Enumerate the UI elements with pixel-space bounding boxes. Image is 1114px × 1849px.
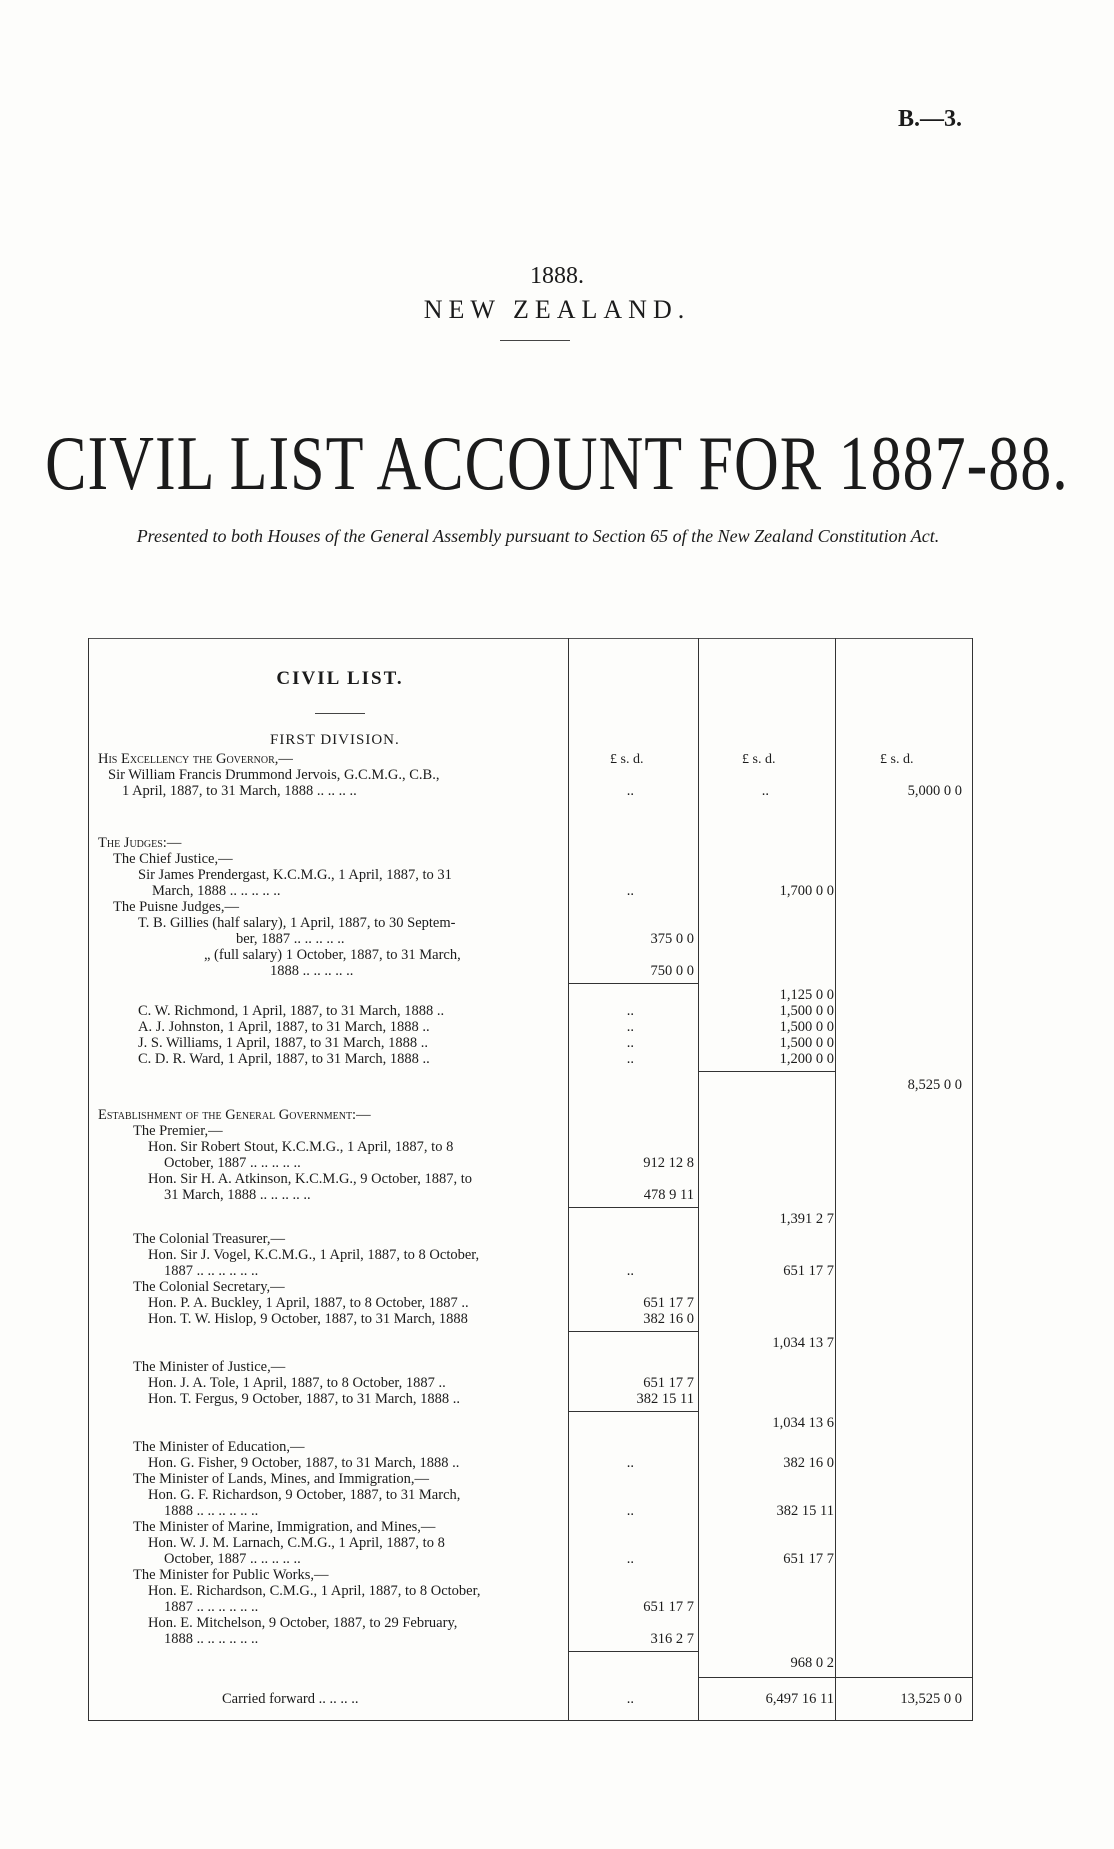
amount-c1: .. <box>626 783 634 799</box>
amount-c1: .. <box>626 1035 634 1051</box>
column-divider-1 <box>568 638 569 1720</box>
column-divider-3 <box>835 638 836 1720</box>
entry-text: „ (full salary) 1 October, 1887, to 31 March, <box>204 947 461 963</box>
entry-text: C. D. R. Ward, 1 April, 1887, to 31 March, 1888 .. <box>138 1051 430 1067</box>
entry-text: The Colonial Treasurer,— <box>133 1231 286 1247</box>
amount-c3: 8,525 0 0 <box>907 1077 962 1093</box>
amount-c2: 651 17 7 <box>783 1551 834 1567</box>
presented-note: Presented to both Houses of the General Assembly pursuant to Section 65 of the New Zealand Constitution Act. <box>136 526 940 546</box>
amount-c1: 316 2 7 <box>650 1631 694 1647</box>
heading-divider <box>500 340 570 341</box>
amount-c2: 1,700 0 0 <box>779 883 834 899</box>
entry-text: Hon. W. J. M. Larnach, C.M.G., 1 April, 1887, to 8 <box>148 1535 445 1551</box>
amount-c1: 651 17 7 <box>643 1295 694 1311</box>
section-heading: Establishment of the General Government:— <box>98 1107 371 1123</box>
amount-c2: 1,500 0 0 <box>779 1003 834 1019</box>
col-header-2: £ s. d. <box>742 752 776 767</box>
amount-c2: 651 17 7 <box>783 1263 834 1279</box>
entry-text: October, 1887 .. .. .. .. .. <box>164 1551 301 1567</box>
amount-c2: 1,391 2 7 <box>779 1211 834 1227</box>
subtotal-rule <box>698 1071 835 1072</box>
amount-c1: .. <box>626 1691 634 1707</box>
amount-c1: 750 0 0 <box>650 963 694 979</box>
amount-c1: .. <box>626 1551 634 1567</box>
col-header-1: £ s. d. <box>610 752 644 767</box>
amount-c3: 5,000 0 0 <box>907 783 962 799</box>
entry-text: J. S. Williams, 1 April, 1887, to 31 March, 1888 .. <box>138 1035 428 1051</box>
entry-text: 1888 .. .. .. .. .. .. <box>164 1503 259 1519</box>
entry-text: 1888 .. .. .. .. .. <box>270 963 354 979</box>
entry-text: The Minister of Marine, Immigration, and Mines,— <box>133 1519 436 1535</box>
entry-text: The Minister for Public Works,— <box>133 1567 329 1583</box>
entry-text: The Colonial Secretary,— <box>133 1279 285 1295</box>
section-divider <box>315 713 365 714</box>
entry-text: Hon. Sir H. A. Atkinson, K.C.M.G., 9 October, 1887, to <box>148 1171 473 1187</box>
subtotal-rule <box>568 1207 698 1208</box>
amount-c1: .. <box>626 883 634 899</box>
entry-text: Hon. J. A. Tole, 1 April, 1887, to 8 October, 1887 .. <box>148 1375 446 1391</box>
entry-text: Hon. Sir J. Vogel, K.C.M.G., 1 April, 1887, to 8 October, <box>148 1247 480 1263</box>
col-header-3: £ s. d. <box>880 752 914 767</box>
entry-text: 31 March, 1888 .. .. .. .. .. <box>164 1187 311 1203</box>
amount-c1: 382 15 11 <box>636 1391 694 1407</box>
amount-c1: .. <box>626 1263 634 1279</box>
page-title: CIVIL LIST ACCOUNT FOR 1887-88. <box>45 421 1069 507</box>
amount-c2: 1,034 13 6 <box>772 1415 834 1431</box>
amount-c1: 478 9 11 <box>643 1187 694 1203</box>
entry-text: Sir William Francis Drummond Jervois, G.C.M.G., C.B., <box>108 767 440 783</box>
entry-text: October, 1887 .. .. .. .. .. <box>164 1155 301 1171</box>
entry-text: The Chief Justice,— <box>113 851 233 867</box>
subtotal-rule <box>568 1411 698 1412</box>
entry-text: A. J. Johnston, 1 April, 1887, to 31 March, 1888 .. <box>138 1019 430 1035</box>
entry-text: 1888 .. .. .. .. .. .. <box>164 1631 259 1647</box>
amount-c1: 651 17 7 <box>643 1375 694 1391</box>
entry-text: Sir James Prendergast, K.C.M.G., 1 April, 1887, to 31 <box>138 867 452 883</box>
carried-forward-label: Carried forward .. .. .. .. <box>222 1691 359 1707</box>
total-rule <box>698 1677 973 1678</box>
amount-c1: .. <box>626 1003 634 1019</box>
column-divider-2 <box>698 638 699 1720</box>
entry-text: 1887 .. .. .. .. .. .. <box>164 1263 259 1279</box>
amount-c2: 1,125 0 0 <box>779 987 834 1003</box>
civil-list-heading: CIVIL LIST. <box>276 668 404 689</box>
entry-text: Hon. T. Fergus, 9 October, 1887, to 31 March, 1888 .. <box>148 1391 460 1407</box>
amount-c1: .. <box>626 1455 634 1471</box>
subtotal-rule <box>568 1331 698 1332</box>
subtotal-rule <box>568 1651 698 1652</box>
amount-c2: 1,500 0 0 <box>779 1019 834 1035</box>
entry-text: March, 1888 .. .. .. .. .. <box>152 883 281 899</box>
document-year: 1888. <box>530 263 584 289</box>
entry-text: ber, 1887 .. .. .. .. .. <box>236 931 345 947</box>
amount-c2: 382 15 11 <box>776 1503 834 1519</box>
entry-text: Hon. T. W. Hislop, 9 October, 1887, to 31 March, 1888 <box>148 1311 468 1327</box>
entry-text: Hon. E. Richardson, C.M.G., 1 April, 1887, to 8 October, <box>148 1583 481 1599</box>
subtotal-rule <box>568 983 698 984</box>
entry-text: The Minister of Lands, Mines, and Immigration,— <box>133 1471 429 1487</box>
entry-text: Hon. Sir Robert Stout, K.C.M.G., 1 April, 1887, to 8 <box>148 1139 454 1155</box>
amount-c2: 1,034 13 7 <box>772 1335 834 1351</box>
table-bottom-rule <box>88 1720 973 1721</box>
amount-c1: .. <box>626 1503 634 1519</box>
entry-text: C. W. Richmond, 1 April, 1887, to 31 March, 1888 .. <box>138 1003 445 1019</box>
entry-text: The Premier,— <box>133 1123 223 1139</box>
amount-c2: .. <box>761 783 769 799</box>
section-heading: The Judges:— <box>98 835 182 851</box>
amount-c2: 1,200 0 0 <box>779 1051 834 1067</box>
entry-text: The Puisne Judges,— <box>113 899 240 915</box>
entry-text: 1887 .. .. .. .. .. .. <box>164 1599 259 1615</box>
entry-text: Hon. G. F. Richardson, 9 October, 1887, to 31 March, <box>148 1487 461 1503</box>
table-left-border <box>88 638 89 1720</box>
section-heading: His Excellency the Governor,— <box>98 751 293 767</box>
amount-c1: .. <box>626 1019 634 1035</box>
amount-c1: 651 17 7 <box>643 1599 694 1615</box>
entry-text: Hon. G. Fisher, 9 October, 1887, to 31 March, 1888 .. <box>148 1455 460 1471</box>
entry-text: Hon. P. A. Buckley, 1 April, 1887, to 8 October, 1887 .. <box>148 1295 469 1311</box>
amount-c2: 382 16 0 <box>783 1455 834 1471</box>
entry-text: Hon. E. Mitchelson, 9 October, 1887, to 29 February, <box>148 1615 458 1631</box>
table-top-rule <box>88 638 973 639</box>
amount-c2: 6,497 16 11 <box>765 1691 834 1707</box>
amount-c1: .. <box>626 1051 634 1067</box>
amount-c1: 382 16 0 <box>643 1311 694 1327</box>
entry-text: The Minister of Justice,— <box>133 1359 286 1375</box>
amount-c3: 13,525 0 0 <box>900 1691 962 1707</box>
entry-text: The Minister of Education,— <box>133 1439 305 1455</box>
country-heading: NEW ZEALAND. <box>423 295 691 324</box>
amount-c1: 912 12 8 <box>643 1155 694 1171</box>
division-heading: FIRST DIVISION. <box>270 732 400 748</box>
amount-c2: 1,500 0 0 <box>779 1035 834 1051</box>
entry-text: 1 April, 1887, to 31 March, 1888 .. .. .. .. <box>122 783 357 799</box>
amount-c1: 375 0 0 <box>650 931 694 947</box>
page-code: B.—3. <box>898 106 963 132</box>
amount-c2: 968 0 2 <box>790 1655 834 1671</box>
entry-text: T. B. Gillies (half salary), 1 April, 1887, to 30 Septem- <box>138 915 456 931</box>
table-right-border <box>972 638 973 1720</box>
